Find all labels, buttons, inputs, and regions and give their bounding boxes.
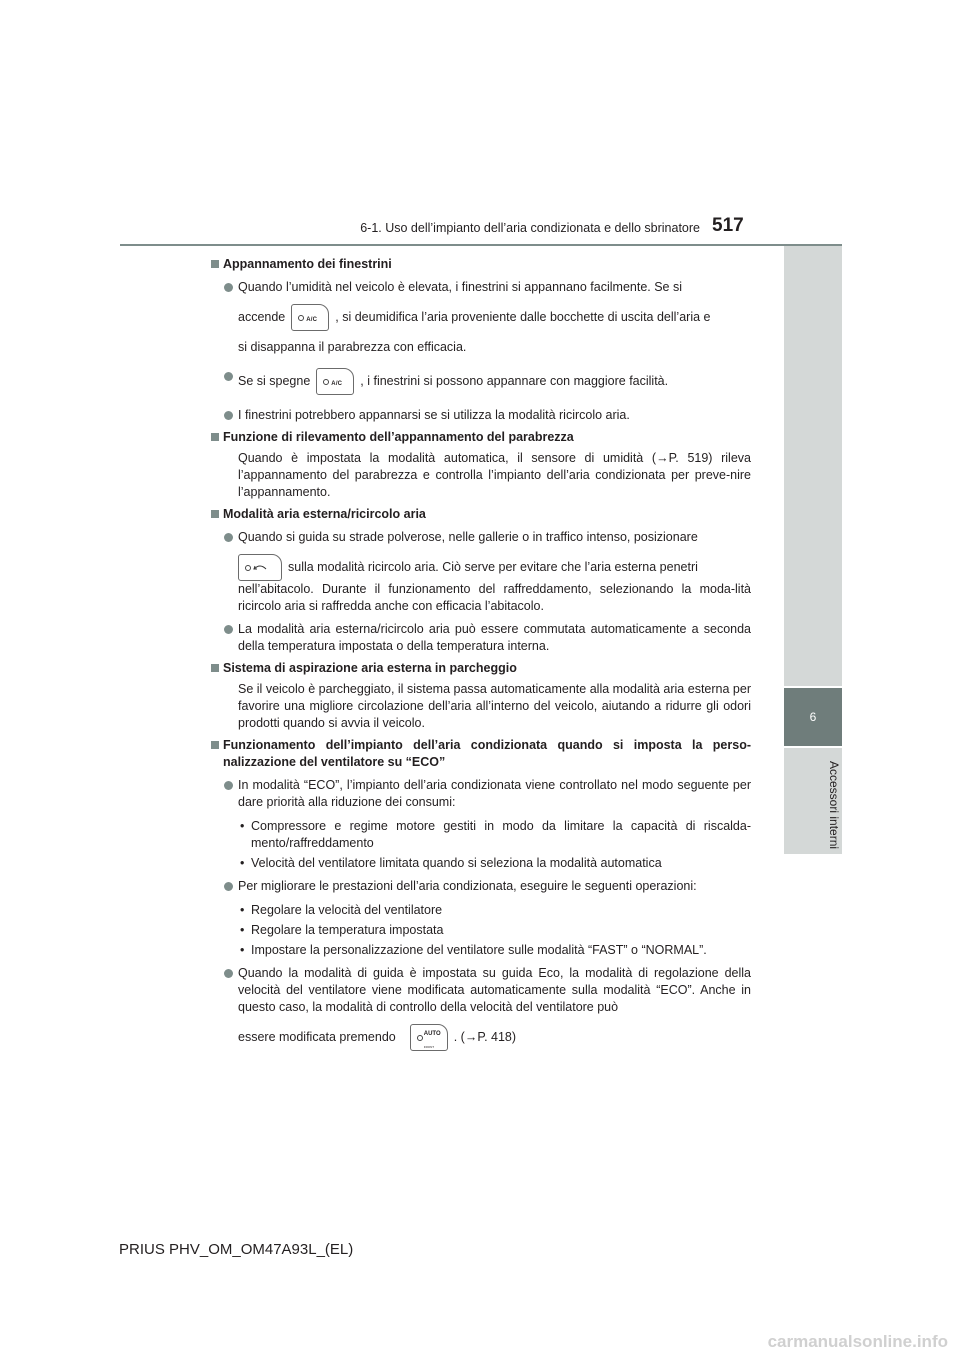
heading-eco-fan: Funzionamento dell’impianto dell’aria condizionata quando si imposta la perso-nalizzazione del ventilatore su “ECO” xyxy=(211,737,751,771)
bullet-dusty-roads: Quando si guida su strade polverose, nelle gallerie o in traffico intenso, posizionare sulla modalità ricircolo aria. Ciò serve per evitare che l’aria esterna penetri nell’abitacolo. Durante il funzionamento del raffreddamento, selezionando la moda-lità ricircolo aria si raffredda anche con efficacia l’abitacolo. xyxy=(211,529,751,615)
list-item: • Compressore e regime motore gestiti in modo da limitare la capacità di riscalda-mento/raffreddamento xyxy=(211,818,751,852)
side-bar-top xyxy=(784,246,842,686)
auto-button-icon: AUTO FRONT xyxy=(410,1024,448,1051)
recirculation-arrow-icon xyxy=(253,563,267,571)
bullet-auto-switch: La modalità aria esterna/ricircolo aria può essere commutata automaticamente a seconda della temperatura impostata o della temperatura interna. xyxy=(211,621,751,655)
list-item: • Regolare la temperatura impostata xyxy=(211,922,751,939)
ac-button-icon: A/C xyxy=(316,368,354,395)
heading-air-mode: Modalità aria esterna/ricircolo aria xyxy=(211,506,751,523)
list-item: • Velocità del ventilatore limitata quando si seleziona la modalità automatica xyxy=(211,855,751,872)
bullet-eco-mode: In modalità “ECO”, l’impianto dell’aria condizionata viene controllato nel modo seguente per dare priorità alla riduzione dei consumi: xyxy=(211,777,751,811)
bullet-ac-off: Se si spegne A/C , i finestrini si possono appannare con maggiore facilità. xyxy=(211,368,751,395)
bullet-humidity: Quando l’umidità nel veicolo è elevata, i finestrini si appannano facilmente. Se si accende A/C , si deumidifica l’aria proveniente dalle bocchette di uscita dell’aria e si disappanna il parabrezza con efficacia. xyxy=(211,279,751,356)
paragraph-parking-intake: Se il veicolo è parcheggiato, il sistema passa automaticamente alla modalità aria esterna per favorire una migliore circolazione dell’aria all’interno del veicolo, aiutando a ridurre gli odori prodotti quando si avvia il veicolo. xyxy=(238,682,751,730)
heading-fogging: Appannamento dei finestrini xyxy=(211,256,751,273)
bullet-recirculation-fog: I finestrini potrebbero appannarsi se si utilizza la modalità ricircolo aria. xyxy=(211,407,751,424)
chapter-label: Accessori interni xyxy=(827,760,841,850)
watermark: carmanualsonline.info xyxy=(767,1332,948,1351)
bullet-improve-performance: Per migliorare le prestazioni dell’aria condizionata, eseguire le seguenti operazioni: xyxy=(211,878,751,895)
bullet-eco-drive: Quando la modalità di guida è impostata su guida Eco, la modalità di regolazione della velocità del ventilatore viene modificata automaticamente sulla modalità “ECO”. Anche in questo caso, la modalità di controllo della velocità del ventilatore può essere modificata premendo AUTO FRONT . (→P. 418) xyxy=(211,965,751,1051)
chapter-tab: 6 xyxy=(784,688,842,746)
paragraph-fog-detection: Quando è impostata la modalità automatica, il sensore di umidità (→P. 519) rileva l’appannamento del parabrezza e controlla l’impianto dell’aria condizionata per preve-nire l’appannamento. xyxy=(238,451,751,499)
recirculation-button-icon xyxy=(238,554,282,581)
heading-parking-intake: Sistema di aspirazione aria esterna in parcheggio xyxy=(211,660,751,677)
footer-code: PRIUS PHV_OM_OM47A93L_(EL) xyxy=(119,1241,354,1258)
page-content xyxy=(211,250,751,1051)
heading-fog-detection: Funzione di rilevamento dell’appannamento del parabrezza xyxy=(211,429,751,446)
page-number: 517 xyxy=(712,215,744,236)
header-rule xyxy=(120,244,842,246)
list-item: • Impostare la personalizzazione del ventilatore sulle modalità “FAST” o “NORMAL”. xyxy=(211,942,751,959)
header-section: 6-1. Uso dell’impianto dell’aria condizionata e dello sbrinatore xyxy=(360,221,700,235)
list-item: • Regolare la velocità del ventilatore xyxy=(211,902,751,919)
ac-button-icon: A/C xyxy=(291,304,329,331)
